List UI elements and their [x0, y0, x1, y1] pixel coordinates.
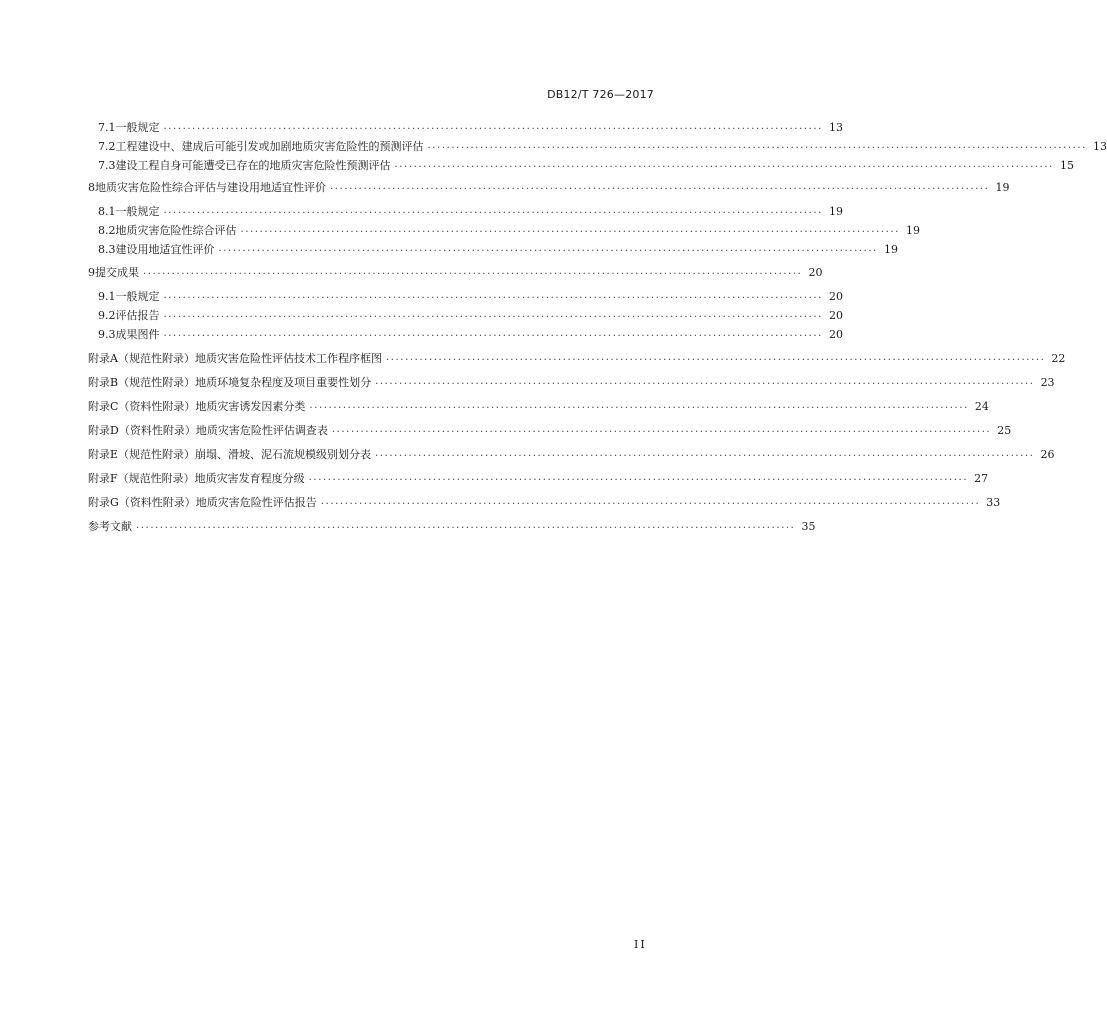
toc-leader: ..........................................................................................................................................: [163, 121, 823, 132]
toc-entry-8[interactable]: [0, 178, 1010, 196]
toc-title: 提交成果: [95, 266, 139, 279]
toc-number: 7.2: [98, 139, 116, 153]
toc-page: 24: [974, 399, 989, 413]
toc-entry-appendix-b[interactable]: [0, 373, 1055, 391]
toc-page: 13: [1092, 139, 1107, 153]
toc-entry-9[interactable]: [0, 263, 823, 281]
toc-number: 8.1: [98, 204, 116, 218]
toc-leader: ..........................................................................................................................................: [375, 376, 1035, 387]
toc-number: 8: [88, 180, 95, 194]
toc-entry-appendix-d[interactable]: [0, 421, 1012, 439]
toc-leader: ..........................................................................................................................................: [163, 309, 823, 320]
toc-entry-references[interactable]: [0, 517, 816, 535]
toc-title: 地质环境复杂程度及项目重要性划分: [195, 376, 372, 389]
toc-title: 建设工程自身可能遭受已存在的地质灾害危险性预测评估: [115, 159, 391, 172]
toc-number: 附录E（规范性附录）: [88, 448, 196, 461]
toc-page: 19: [995, 180, 1010, 194]
toc-leader: ..........................................................................................................................................: [320, 496, 981, 507]
toc-number: 附录A（规范性附录）: [88, 352, 195, 365]
toc-number: 附录B（规范性附录）: [88, 376, 196, 389]
toc-entry-9-3[interactable]: [0, 325, 843, 343]
toc-entry-9-2[interactable]: [0, 306, 843, 324]
toc-title: 参考文献: [88, 520, 132, 533]
toc-leader: ..........................................................................................................................................: [143, 266, 803, 277]
toc-entry-8-2[interactable]: [0, 221, 920, 239]
toc-page: 19: [828, 204, 843, 218]
toc-number: 9: [88, 265, 95, 279]
toc-leader: ..........................................................................................................................................: [330, 181, 990, 192]
toc-number: 附录D（资料性附录）: [88, 424, 196, 437]
toc-leader: ..........................................................................................................................................: [240, 224, 900, 235]
toc-number: 附录F（规范性附录）: [88, 472, 195, 485]
toc-leader: ..........................................................................................................................................: [218, 243, 878, 254]
toc-page: 26: [1040, 447, 1055, 461]
toc-page: 20: [808, 265, 823, 279]
toc-page: 15: [1059, 158, 1074, 172]
toc-number: 7.3: [98, 158, 116, 172]
toc-page: 33: [986, 495, 1001, 509]
toc-entry-8-3[interactable]: [0, 240, 898, 258]
toc-page: 23: [1040, 375, 1055, 389]
toc-leader: ..........................................................................................................................................: [308, 472, 969, 483]
toc-leader: ..........................................................................................................................................: [163, 290, 823, 301]
toc-title: 评估报告: [115, 309, 160, 322]
toc-title: 一般规定: [115, 121, 160, 134]
toc-title: 地质灾害危险性评估技术工作程序框图: [194, 352, 382, 365]
toc-number: 9.1: [98, 289, 116, 303]
toc-entry-7-1[interactable]: [0, 118, 843, 136]
toc-entry-appendix-e[interactable]: [0, 445, 1055, 463]
toc-page: 27: [974, 471, 989, 485]
toc-number: 8.2: [98, 223, 116, 237]
toc-entry-appendix-c[interactable]: [0, 397, 989, 415]
toc-title: 崩塌、滑坡、泥石流规模级别划分表: [195, 448, 372, 461]
toc-leader: ..........................................................................................................................................: [136, 520, 796, 531]
toc-number: 9.2: [98, 308, 116, 322]
toc-page: 20: [828, 308, 843, 322]
toc-number: 附录G（资料性附录）: [88, 496, 196, 509]
toc-leader: ..........................................................................................................................................: [163, 328, 823, 339]
toc-title: 地质灾害危险性综合评估与建设用地适宜性评价: [95, 181, 326, 194]
toc-leader: ..........................................................................................................................................: [427, 140, 1087, 151]
toc-entry-7-3[interactable]: [0, 156, 1074, 174]
toc-entry-appendix-g[interactable]: [0, 493, 1001, 511]
toc-title: 地质灾害危险性评估调查表: [195, 424, 328, 437]
toc-page: 19: [883, 242, 898, 256]
toc-leader: ..........................................................................................................................................: [394, 159, 1054, 170]
toc-entry-9-1[interactable]: [0, 287, 843, 305]
toc-entry-appendix-f[interactable]: [0, 469, 989, 487]
page-number: II: [634, 938, 647, 951]
toc-title: 一般规定: [115, 290, 160, 303]
toc-page: 20: [828, 289, 843, 303]
toc-page: 25: [997, 423, 1012, 437]
toc-number: 9.3: [98, 327, 116, 341]
toc-title: 工程建设中、建成后可能引发或加剧地质灾害危险性的预测评估: [115, 140, 424, 153]
toc-leader: ..........................................................................................................................................: [163, 205, 823, 216]
toc-title: 地质灾害危险性综合评估: [115, 224, 237, 237]
toc-leader: ..........................................................................................................................................: [331, 424, 992, 435]
toc-number: 7.1: [98, 120, 116, 134]
toc-page: 19: [905, 223, 920, 237]
toc-page: 13: [828, 120, 843, 134]
toc-title: 地质灾害诱发因素分类: [195, 400, 306, 413]
toc-title: 成果图件: [115, 328, 160, 341]
toc-page: 35: [801, 519, 816, 533]
toc-title: 一般规定: [115, 205, 160, 218]
toc-number: 附录C（资料性附录）: [88, 400, 196, 413]
toc-entry-7-2[interactable]: [0, 137, 1107, 155]
toc-title: 建设用地适宜性评价: [115, 243, 215, 256]
toc-page: 22: [1051, 351, 1066, 365]
toc-page: 20: [828, 327, 843, 341]
toc-title: 地质灾害发育程度分级: [194, 472, 305, 485]
toc-number: 8.3: [98, 242, 116, 256]
toc-leader: ..........................................................................................................................................: [309, 400, 969, 411]
toc-title: 地质灾害危险性评估报告: [195, 496, 317, 509]
toc-leader: ..........................................................................................................................................: [375, 448, 1035, 459]
toc-leader: ..........................................................................................................................................: [385, 352, 1046, 363]
document-code: DB12/T 726—2017: [547, 88, 654, 101]
toc-entry-8-1[interactable]: [0, 202, 843, 220]
toc-entry-appendix-a[interactable]: [0, 349, 1066, 367]
